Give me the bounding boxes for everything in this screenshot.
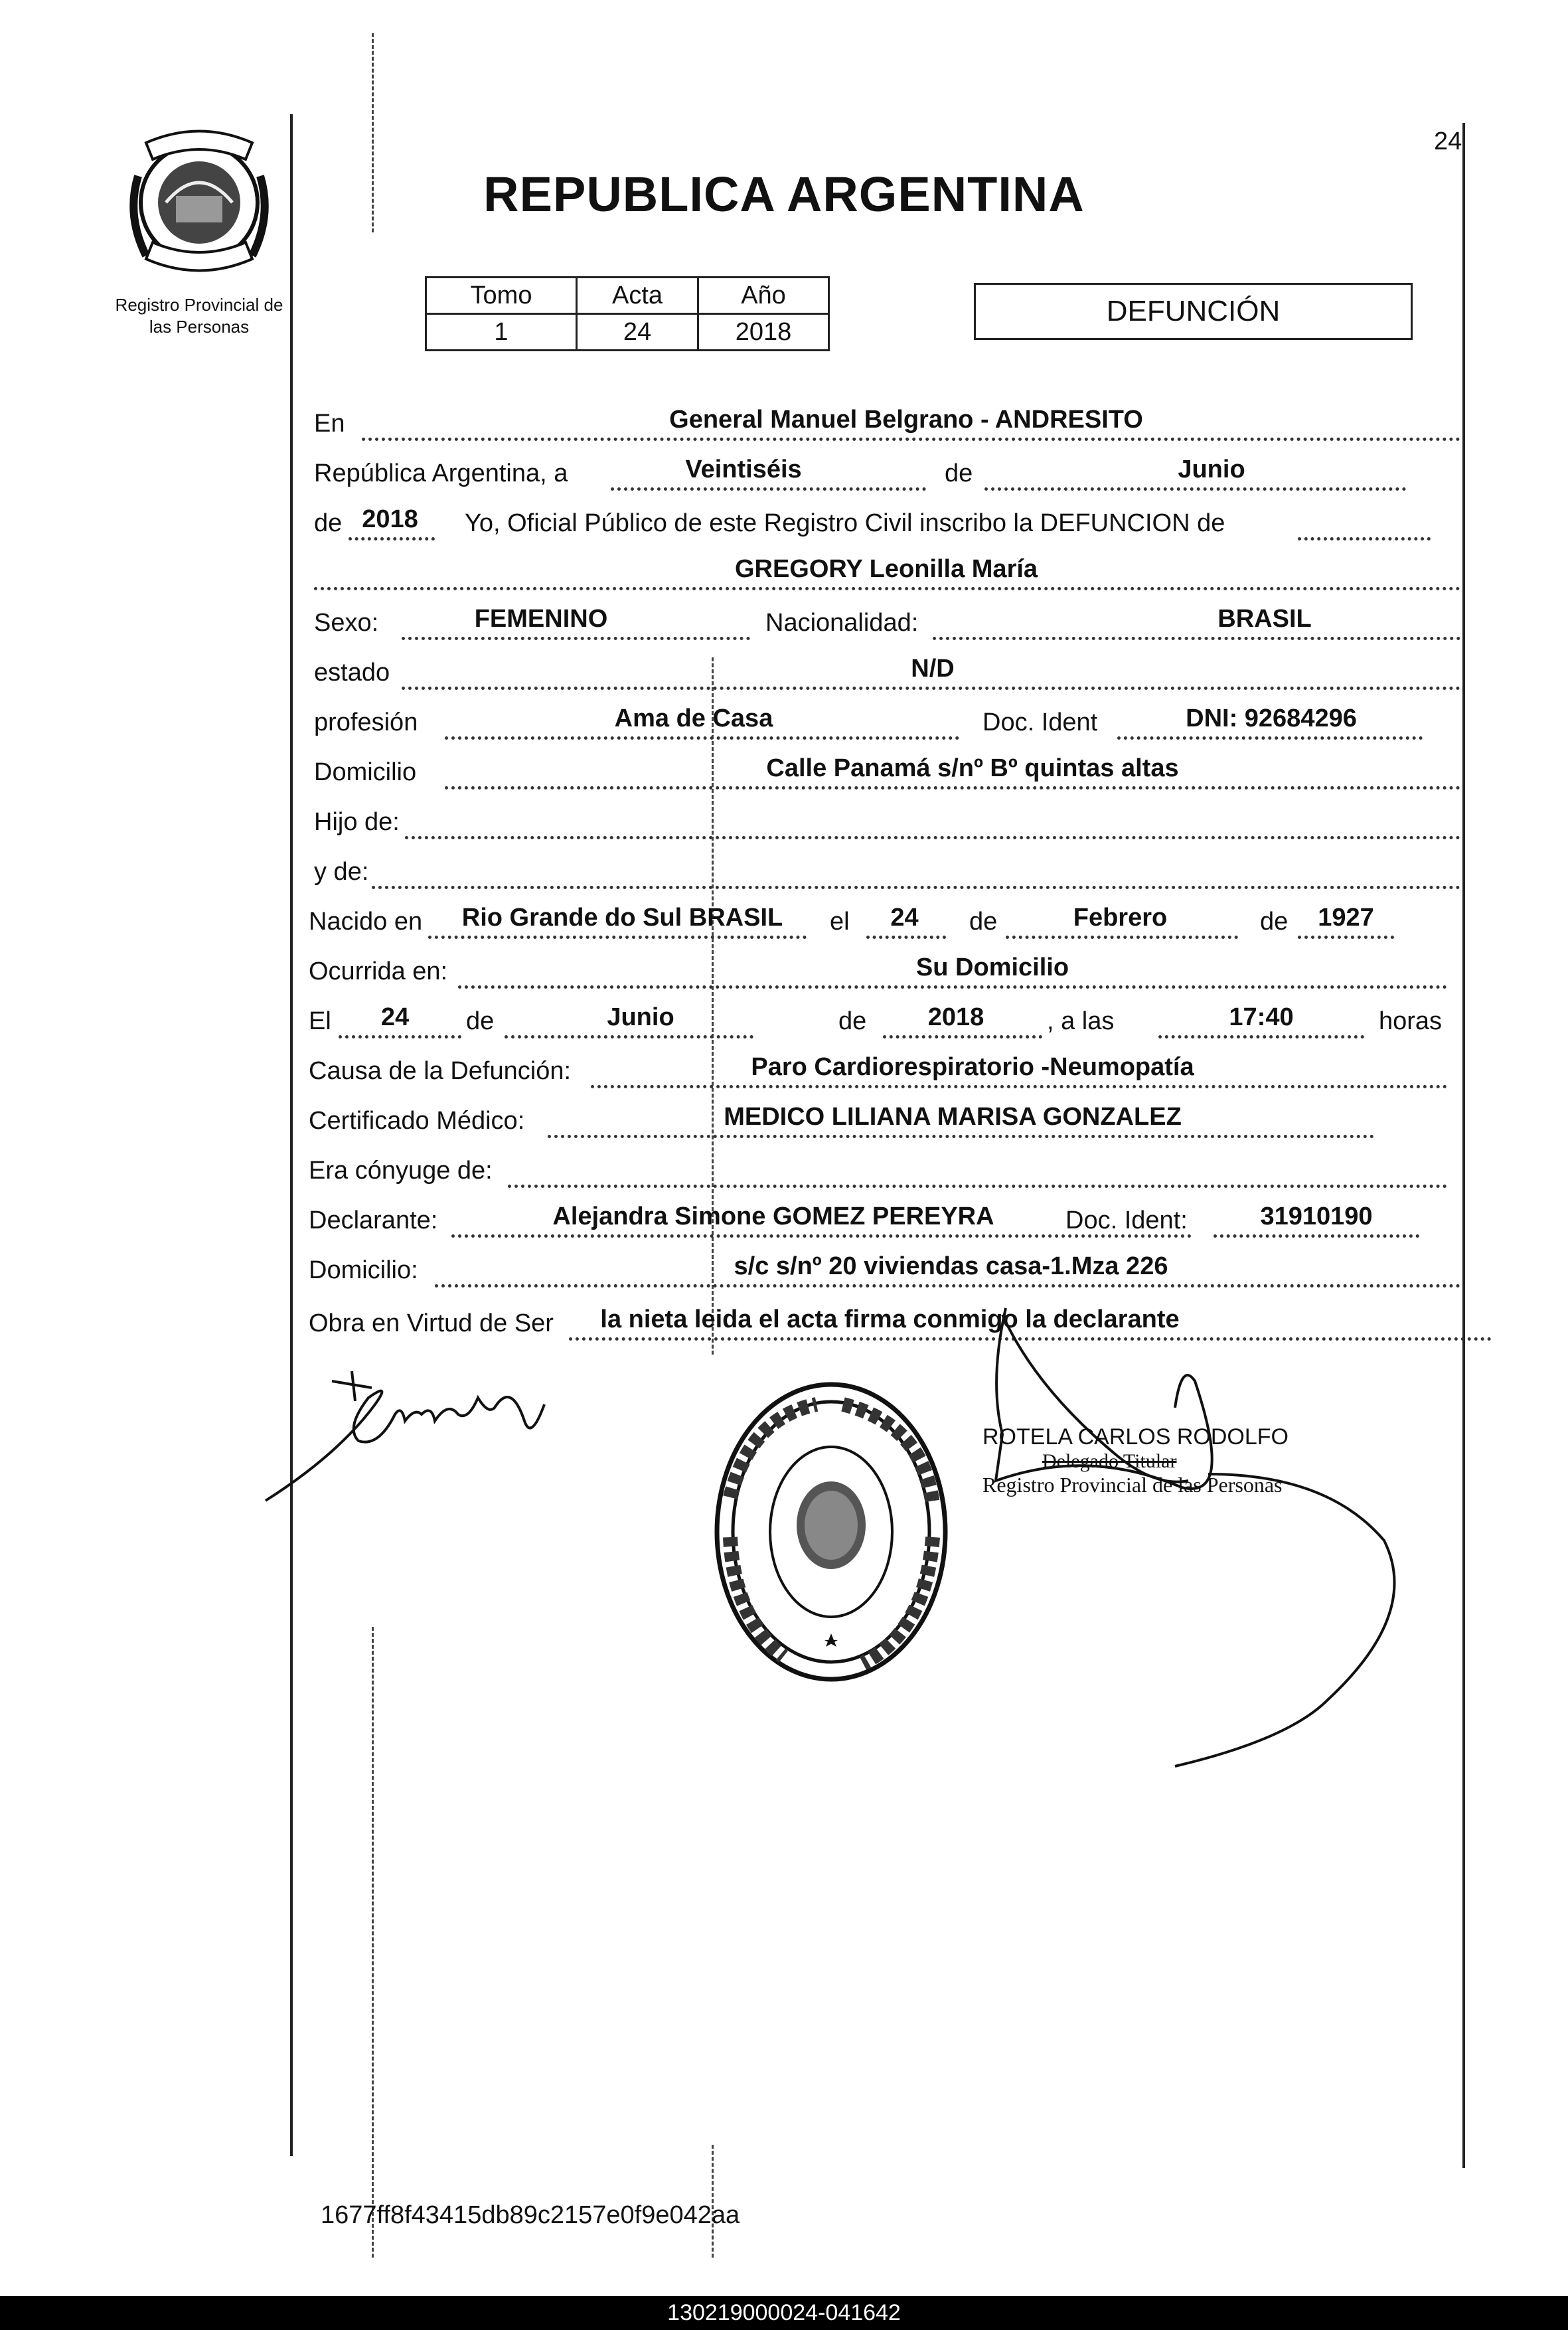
dotted-line [402, 637, 750, 640]
value-domicilio2: s/c s/nº 20 viviendas casa-1.Mza 226 [734, 1252, 1168, 1280]
label-profesion: profesión [314, 708, 418, 736]
value-doc-ident: DNI: 92684296 [1186, 705, 1357, 732]
dotted-line [883, 1035, 1042, 1039]
label-conyuge: Era cónyuge de: [309, 1157, 493, 1185]
label-de2: de [314, 509, 343, 537]
dotted-line [405, 836, 1460, 839]
row-profesion [309, 696, 1460, 742]
row-nacido [309, 895, 1460, 942]
header-acta: Acta [577, 278, 698, 314]
dotted-line [435, 1284, 1460, 1288]
row-sexo [309, 596, 1460, 643]
value-doc-ident2: 31910190 [1260, 1203, 1373, 1230]
row-fecha-defuncion [309, 995, 1460, 1041]
row-declarante [309, 1194, 1460, 1240]
row-nombre [309, 546, 1460, 593]
value-nombre: GREGORY Leonilla María [734, 555, 1038, 583]
value-dia-texto: Veintiséis [685, 456, 802, 483]
dotted-line [458, 985, 1447, 989]
registry-label [86, 294, 312, 338]
value-tomo: 1 [426, 314, 577, 351]
value-nacionalidad: BRASIL [1217, 605, 1312, 633]
row-domicilio [309, 746, 1460, 792]
value-acta: 24 [577, 314, 698, 351]
dotted-line [591, 1085, 1447, 1088]
dotted-line [1298, 936, 1394, 939]
label-nacido: Nacido en [309, 908, 423, 936]
row-estado [309, 646, 1460, 693]
dotted-line [933, 637, 1460, 640]
dotted-line [1214, 1234, 1419, 1238]
value-causa: Paro Cardiorespiratorio -Neumopatía [751, 1053, 1194, 1081]
label-inscribo: Yo, Oficial Público de este Registro Civil inscribo la DEFUNCION de [465, 509, 1225, 537]
label-declarante: Declarante: [309, 1207, 438, 1234]
label-el2: El [309, 1007, 331, 1035]
value-mes: Junio [1178, 456, 1245, 483]
left-margin-line [290, 114, 293, 2156]
row-conyuge [309, 1144, 1460, 1191]
record-table-value-row [426, 314, 829, 351]
official-office: Registro Provincial de las Personas [982, 1473, 1283, 1497]
row-domicilio2 [309, 1244, 1460, 1290]
value-declarante: Alejandra Simone GOMEZ PEREYRA [552, 1203, 994, 1230]
dotted-line [402, 687, 1460, 690]
label-alas: , a las [1047, 1007, 1115, 1035]
header-tomo: Tomo [426, 278, 577, 314]
label-yde: y de: [314, 858, 369, 886]
dotted-line [362, 438, 1460, 441]
province-seal-icon [119, 123, 279, 289]
dotted-line [1006, 936, 1238, 939]
record-table-header-row [426, 278, 829, 314]
dotted-line [314, 587, 1460, 590]
value-anio: 2018 [698, 314, 829, 351]
label-estado: estado [314, 659, 390, 687]
label-sexo: Sexo: [314, 609, 379, 637]
dotted-line [349, 537, 435, 541]
value-certificado: MEDICO LILIANA MARISA GONZALEZ [724, 1103, 1182, 1131]
header-anio: Año [698, 278, 829, 314]
record-table [425, 276, 830, 351]
label-el: el [830, 908, 850, 936]
official-block [982, 1424, 1354, 1497]
value-estado: N/D [911, 655, 955, 683]
row-causa [309, 1044, 1460, 1091]
value-ocurrida: Su Domicilio [915, 954, 1069, 981]
value-nacido-lugar: Rio Grande do Sul BRASIL [461, 904, 783, 932]
label-obra: Obra en Virtud de Ser [309, 1309, 554, 1337]
dotted-line [372, 886, 1460, 889]
value-def-anio: 2018 [927, 1003, 984, 1031]
dotted-line [984, 487, 1406, 491]
value-hora: 17:40 [1229, 1003, 1294, 1031]
registry-label-line2: las Personas [149, 317, 250, 337]
dotted-line [445, 786, 1460, 790]
dotted-line [866, 936, 946, 939]
label-hijo: Hijo de: [314, 808, 400, 836]
value-profesion: Ama de Casa [614, 705, 773, 732]
value-anio-inscripcion: 2018 [362, 505, 418, 533]
row-inscripcion [309, 497, 1460, 543]
dotted-line [508, 1185, 1447, 1188]
value-lugar: General Manuel Belgrano - ANDRESITO [669, 406, 1143, 434]
dotted-line [1298, 537, 1431, 541]
dotted-line [1158, 1035, 1364, 1039]
label-nacionalidad: Nacionalidad: [765, 609, 919, 637]
label-certificado: Certificado Médico: [309, 1107, 525, 1135]
label-de: de [945, 459, 973, 487]
value-def-mes: Junio [607, 1003, 674, 1031]
document-hash: 1677ff8f43415db89c2157e0f9e042aa [321, 2201, 740, 2229]
dotted-line [339, 1035, 461, 1039]
row-lugar [309, 397, 1460, 444]
label-domicilio: Domicilio [314, 758, 417, 786]
value-nac-anio: 1927 [1318, 904, 1374, 932]
label-def-de: de [466, 1007, 495, 1035]
page-title: REPUBLICA ARGENTINA [483, 167, 1085, 222]
registry-label-line1: Registro Provincial de [115, 295, 283, 315]
dotted-line [1117, 736, 1423, 740]
row-fecha [309, 447, 1460, 493]
record-type-box: DEFUNCIÓN [974, 283, 1413, 340]
fold-line-bottom [372, 1627, 374, 2258]
value-def-dia: 24 [380, 1003, 410, 1031]
label-def-de2: de [838, 1007, 867, 1035]
label-causa: Causa de la Defunción: [309, 1057, 572, 1085]
value-domicilio: Calle Panamá s/nº Bº quintas altas [766, 754, 1179, 782]
declarant-signature [259, 1341, 571, 1507]
label-ocurrida: Ocurrida en: [309, 957, 448, 985]
label-horas: horas [1379, 1007, 1443, 1035]
label-nac-de: de [969, 908, 998, 936]
dotted-line [428, 936, 807, 939]
value-obra: la nieta leida el acta firma conmigo la declarante [600, 1305, 1180, 1333]
row-hijo [309, 795, 1460, 842]
value-nac-mes: Febrero [1073, 904, 1168, 932]
dotted-line [505, 1035, 753, 1039]
dotted-line [548, 1135, 1374, 1138]
page-number: 24 [1434, 127, 1462, 155]
label-en: En [314, 410, 345, 438]
dotted-line [445, 736, 959, 740]
official-title: Delegado Titular [1042, 1450, 1177, 1472]
registry-stamp [710, 1378, 953, 1693]
label-doc-ident: Doc. Ident [982, 708, 1098, 736]
official-signature [956, 1301, 1480, 1786]
value-sexo: FEMENINO [474, 605, 608, 633]
dotted-line [611, 487, 926, 491]
value-nac-dia: 24 [890, 904, 919, 932]
label-domicilio2: Domicilio: [309, 1256, 418, 1284]
label-nac-de2: de [1260, 908, 1289, 936]
row-certificado [309, 1094, 1460, 1141]
label-republica: República Argentina, a [314, 459, 568, 487]
row-yde [309, 845, 1460, 892]
official-name: ROTELA CARLOS RODOLFO [982, 1424, 1289, 1450]
row-ocurrida [309, 945, 1460, 991]
footer-code: 130219000024-041642 [0, 2296, 1568, 2330]
label-doc-ident2: Doc. Ident: [1065, 1207, 1188, 1234]
right-margin-line [1462, 123, 1465, 2168]
